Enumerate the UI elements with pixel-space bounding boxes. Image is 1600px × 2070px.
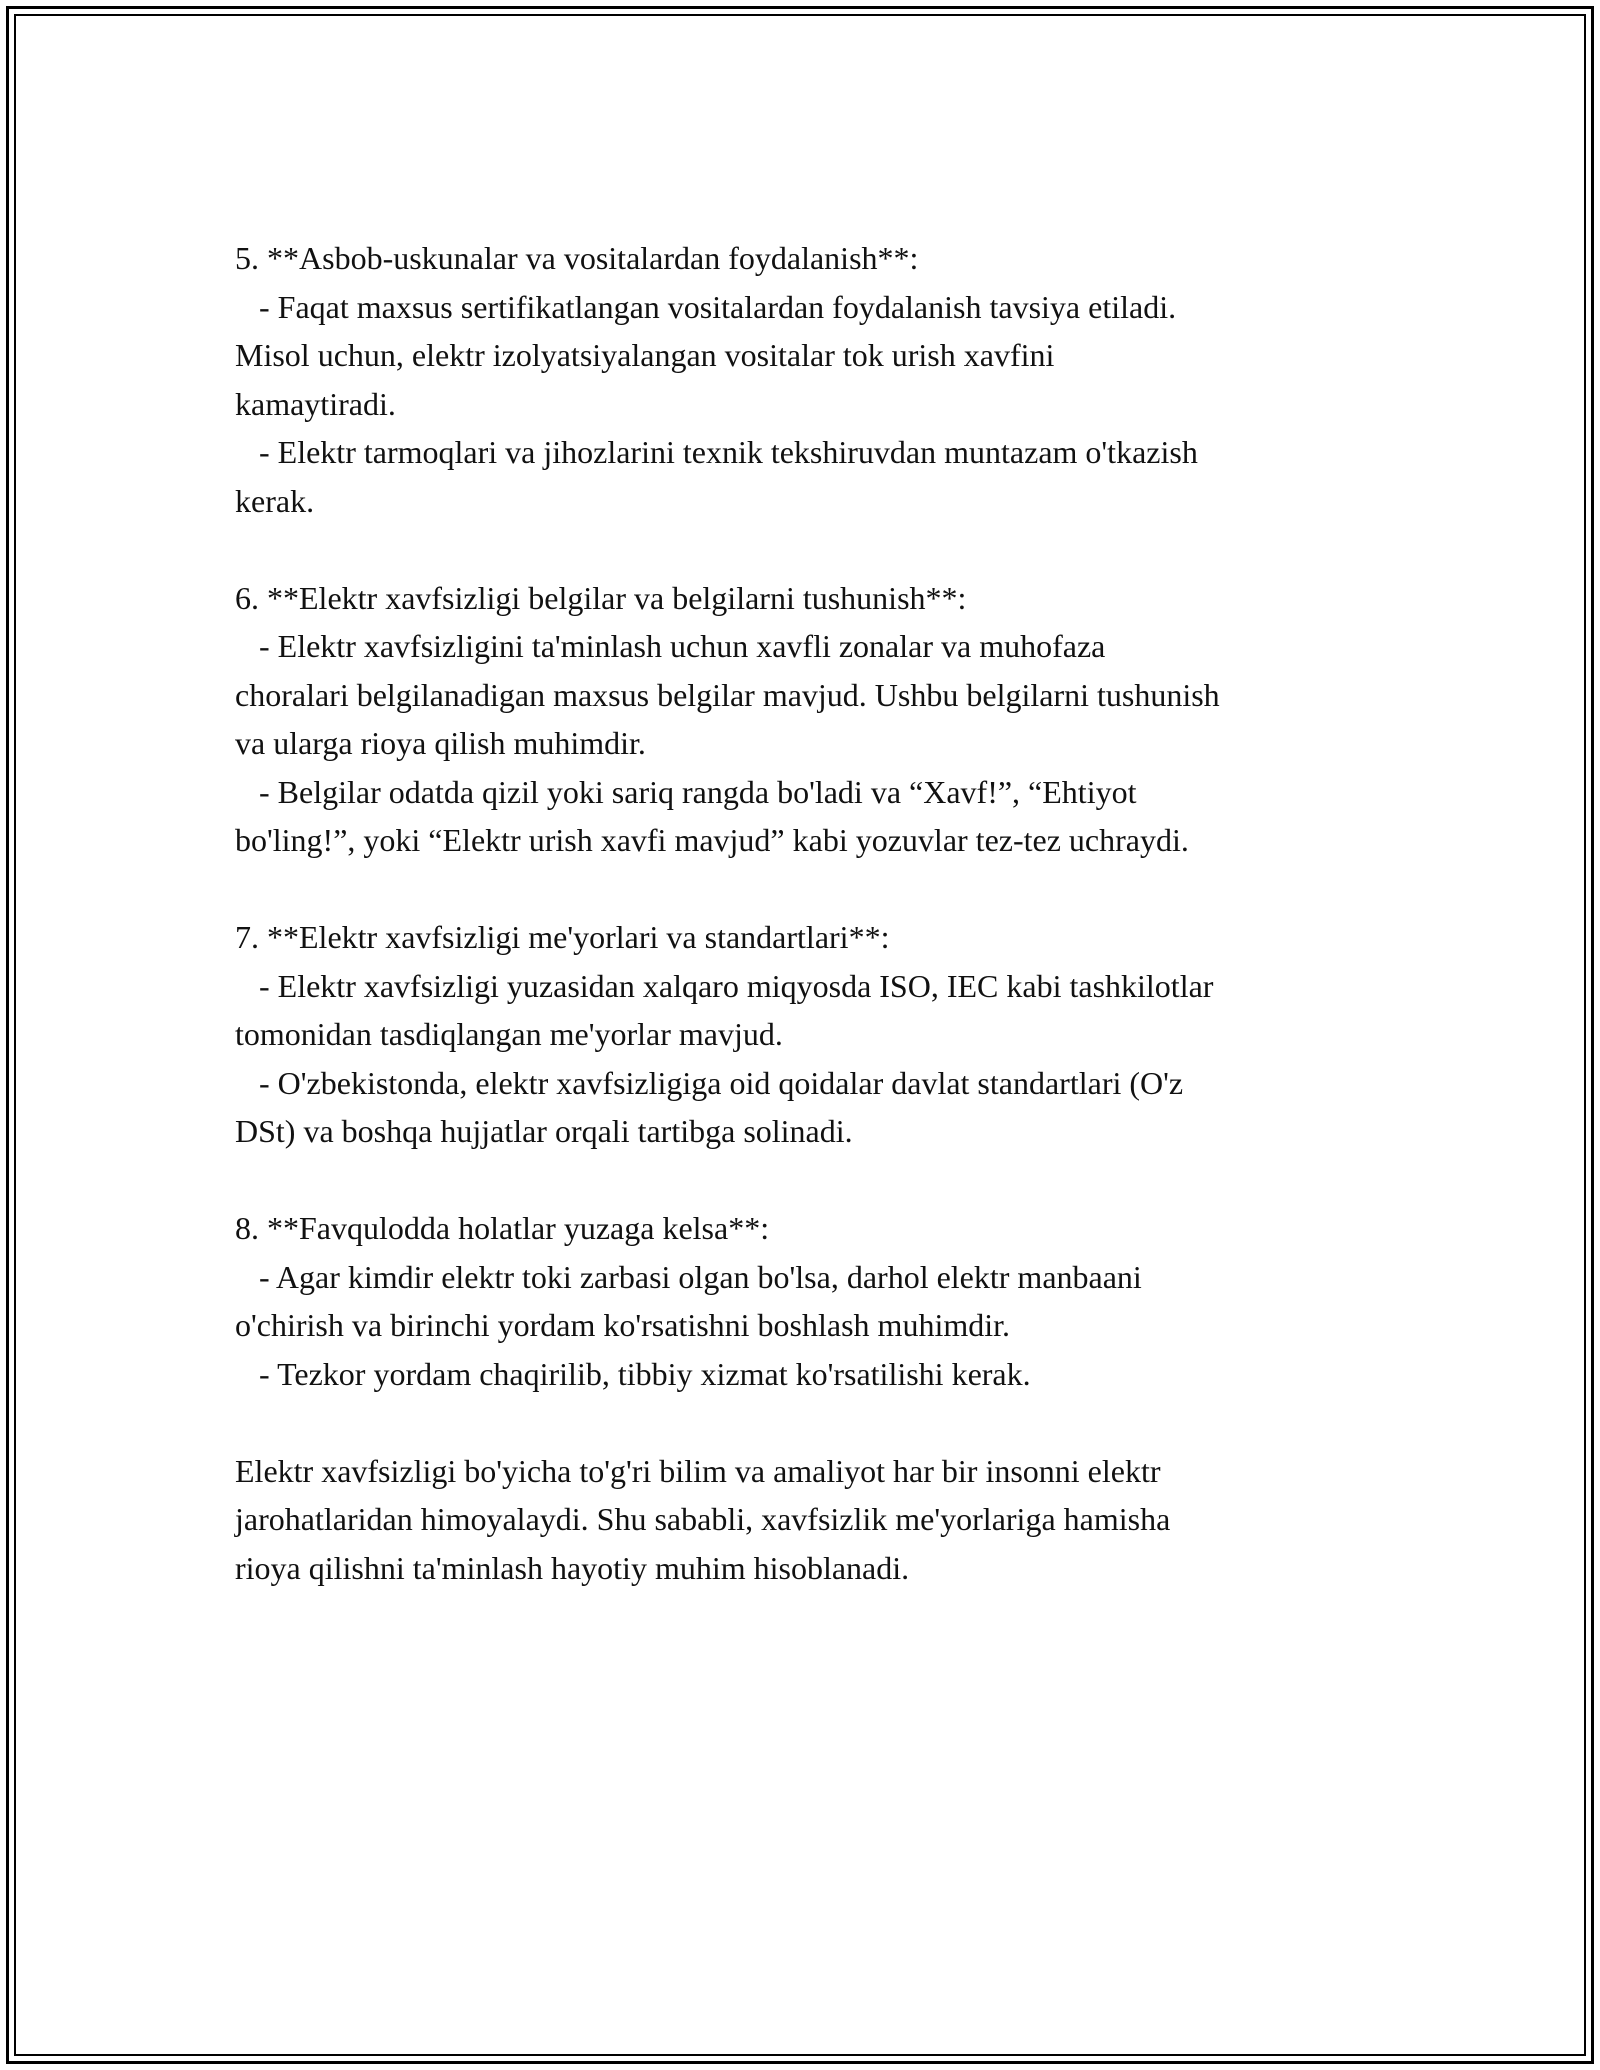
document-body [235,234,1395,1592]
bullet-line: o'chirish va birinchi yordam ko'rsatishni boshlash muhimdir. [235,1307,1010,1343]
bullet-line: - Elektr xavfsizligi yuzasidan xalqaro miqyosda ISO, IEC kabi tashkilotlar [235,967,1214,1004]
section-7 [235,913,1395,1156]
conclusion-line: Elektr xavfsizligi bo'yicha to'g'ri bilim va amaliyot har bir insonni elektr [235,1452,1161,1489]
bullet-line: - Elektr tarmoqlari va jihozlarini texnik tekshiruvdan muntazam o'tkazish [235,434,1198,470]
conclusion-text [235,1447,1395,1593]
bullet-line: bo'ling!”, yoki “Elektr urish xavfi mavjud” kabi yozuvlar tez-tez uchraydi. [235,822,1189,858]
bullet-line: choralari belgilanadigan maxsus belgilar mavjud. Ushbu belgilarni tushunish [235,676,1220,713]
bullet-line: - Faqat maxsus sertifikatlangan vositalardan foydalanish tavsiya etiladi. [235,288,1177,325]
bullet-line: va ularga rioya qilish muhimdir. [235,725,646,761]
section-6 [235,574,1395,865]
section-heading: 7. **Elektr xavfsizligi me'yorlari va standartlari**: [235,919,890,955]
conclusion-line: rioya qilishni ta'minlash hayotiy muhim hisoblanadi. [235,1549,910,1586]
bullet-line: - Agar kimdir elektr toki zarbasi olgan bo'lsa, darhol elektr manbaani [235,1258,1142,1295]
conclusion-paragraph [235,1447,1395,1593]
conclusion-line: jarohatlaridan himoyalaydi. Shu sababli, xavfsizlik me'yorlariga hamisha [235,1501,1171,1537]
bullet-line: - Elektr xavfsizligini ta'minlash uchun xavfli zonalar va muhofaza [235,628,1106,664]
section-heading: 6. **Elektr xavfsizligi belgilar va belgilarni tushunish**: [235,579,967,616]
bullet-line: - Tezkor yordam chaqirilib, tibbiy xizmat ko'rsatilishi kerak. [235,1355,1031,1392]
sections-container [235,234,1395,1398]
bullet-line: DSt) va boshqa hujjatlar orqali tartibga solinadi. [235,1113,853,1149]
section-heading: 8. **Favqulodda holatlar yuzaga kelsa**: [235,1210,770,1246]
bullet-line: kamaytiradi. [235,385,396,422]
section-8 [235,1204,1395,1398]
bullet-line: - Belgilar odatda qizil yoki sariq rangda bo'ladi va “Xavf!”, “Ehtiyot [235,773,1137,810]
bullet-line: tomonidan tasdiqlangan me'yorlar mavjud. [235,1016,783,1052]
bullet-line: - O'zbekistonda, elektr xavfsizligiga oid qoidalar davlat standartlari (O'z [235,1064,1184,1101]
bullet-line: kerak. [235,482,315,519]
bullet-line: Misol uchun, elektr izolyatsiyalangan vositalar tok urish xavfini [235,337,1055,373]
section-5 [235,234,1395,525]
section-heading: 5. **Asbob-uskunalar va vositalardan foydalanish**: [235,240,919,276]
